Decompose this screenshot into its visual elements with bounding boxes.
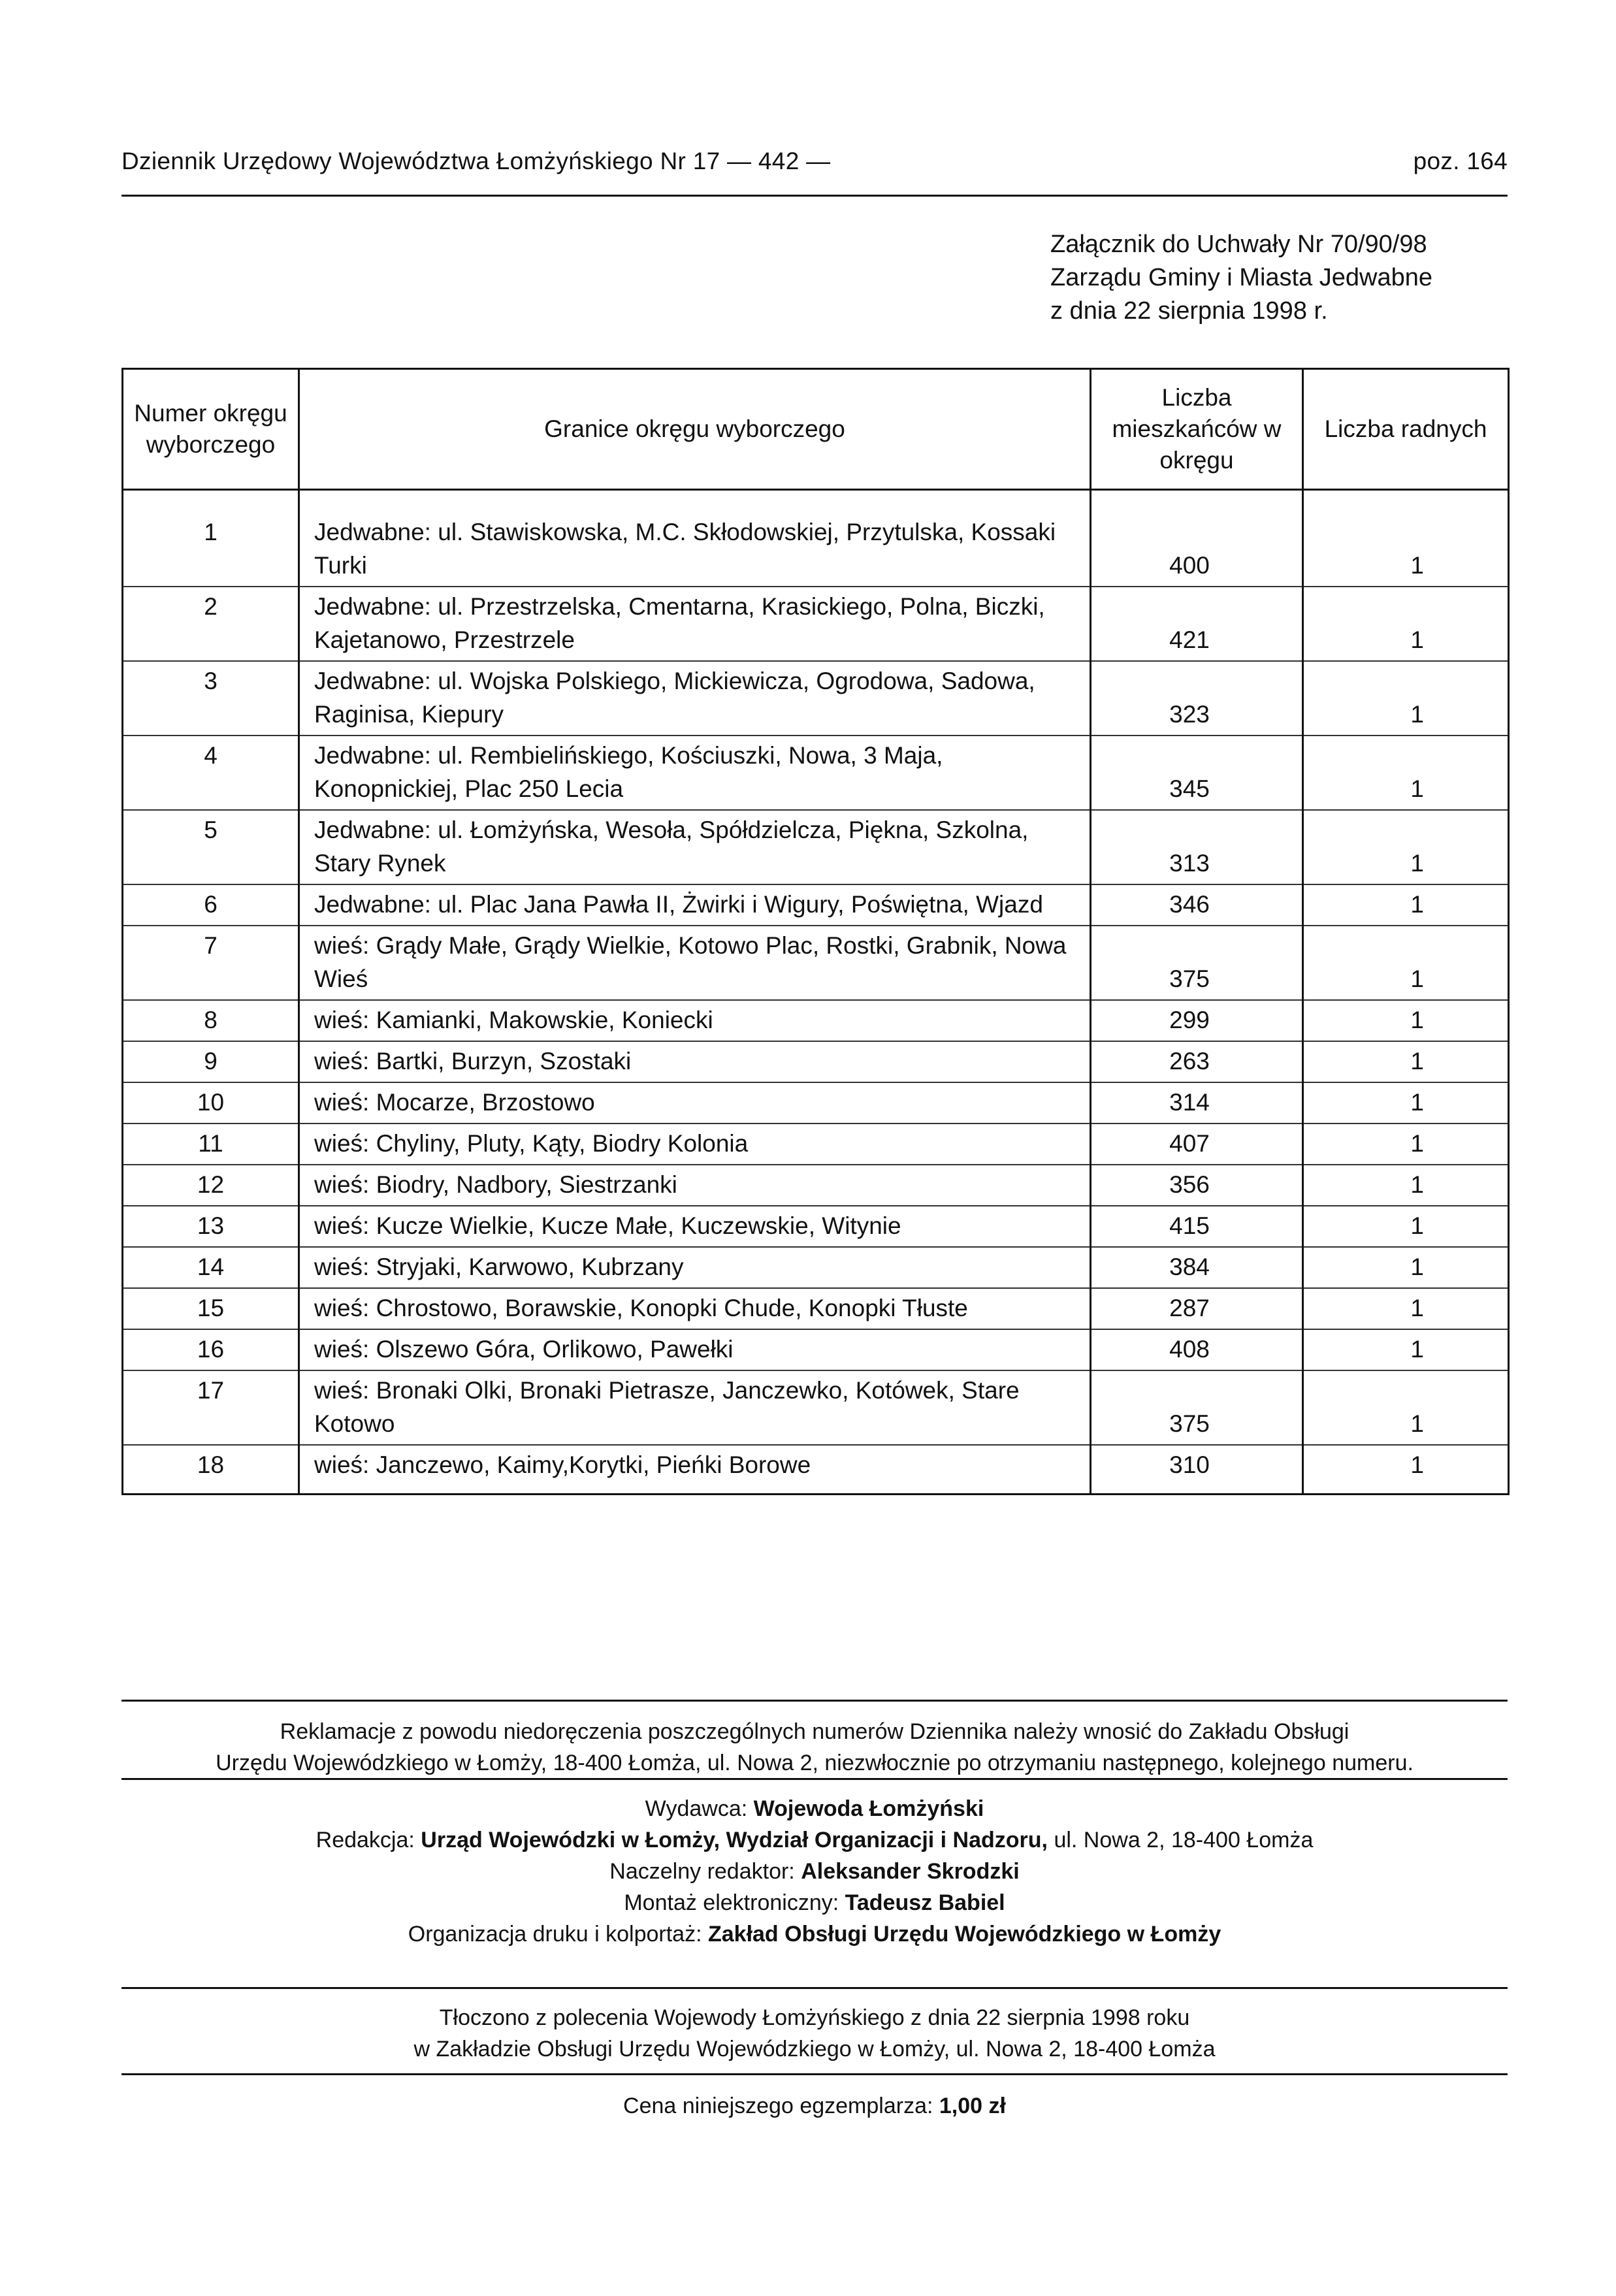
district-seats: 1 xyxy=(1303,490,1509,587)
district-population: 323 xyxy=(1091,661,1303,736)
district-population: 314 xyxy=(1091,1082,1303,1124)
district-number: 9 xyxy=(123,1041,299,1082)
district-number: 8 xyxy=(123,1000,299,1041)
table-row xyxy=(123,1165,1509,1206)
table-row xyxy=(123,1445,1509,1495)
editor-name: Aleksander Skrodzki xyxy=(801,1859,1020,1884)
editorial-office: Urząd Wojewódzki w Łomży, Wydział Organizacji i Nadzoru, xyxy=(421,1828,1048,1852)
district-bounds: wieś: Stryjaki, Karwowo, Kubrzany xyxy=(299,1247,1091,1288)
printed-line-2: w Zakładzie Obsługi Urzędu Wojewódzkiego w Łomży, ul. Nowa 2, 18-400 Łomża xyxy=(413,2037,1216,2062)
header-divider xyxy=(121,195,1508,197)
price-line: Cena niniejszego egzemplarza: 1,00 zł xyxy=(623,2094,1006,2118)
district-number: 6 xyxy=(123,884,299,926)
table-row xyxy=(123,1370,1509,1445)
footer-divider-3 xyxy=(121,1987,1508,1989)
district-bounds: Jedwabne: ul. Stawiskowska, M.C. Skłodowskiej, Przytulska, Kossaki Turki xyxy=(299,490,1091,587)
district-number: 16 xyxy=(123,1329,299,1370)
district-seats: 1 xyxy=(1303,884,1509,926)
district-bounds: Jedwabne: ul. Wojska Polskiego, Mickiewicza, Ogrodowa, Sadowa, Raginisa, Kiepury xyxy=(299,661,1091,736)
district-seats: 1 xyxy=(1303,1082,1509,1124)
district-seats: 1 xyxy=(1303,1247,1509,1288)
district-number: 10 xyxy=(123,1082,299,1124)
district-seats: 1 xyxy=(1303,1329,1509,1370)
table-header-row xyxy=(123,369,1509,490)
district-bounds: wieś: Chrostowo, Borawskie, Konopki Chude, Konopki Tłuste xyxy=(299,1288,1091,1329)
district-number: 3 xyxy=(123,661,299,736)
annex-note xyxy=(1050,228,1432,328)
printed-line-1: Tłoczono z polecenia Wojewody Łomżyńskiego z dnia 22 sierpnia 1998 roku xyxy=(439,2005,1190,2030)
editor-line: Naczelny redaktor: Aleksander Skrodzki xyxy=(609,1859,1020,1884)
district-seats: 1 xyxy=(1303,810,1509,884)
district-population: 346 xyxy=(1091,884,1303,926)
district-population: 313 xyxy=(1091,810,1303,884)
district-seats: 1 xyxy=(1303,1000,1509,1041)
district-number: 14 xyxy=(123,1247,299,1288)
layout-name: Tadeusz Babiel xyxy=(845,1890,1005,1915)
header-population: Liczba mieszkańców w okręgu xyxy=(1091,369,1303,490)
table-row xyxy=(123,1082,1509,1124)
price-value: 1,00 zł xyxy=(939,2094,1006,2118)
annex-line-2: Zarządu Gminy i Miasta Jedwabne xyxy=(1050,264,1433,291)
district-bounds: Jedwabne: ul. Łomżyńska, Wesoła, Spółdzielcza, Piękna, Szkolna, Stary Rynek xyxy=(299,810,1091,884)
district-seats: 1 xyxy=(1303,736,1509,810)
district-population: 345 xyxy=(1091,736,1303,810)
district-population: 415 xyxy=(1091,1206,1303,1247)
header-seats: Liczba radnych xyxy=(1303,369,1509,490)
district-population: 356 xyxy=(1091,1165,1303,1206)
table-body xyxy=(123,490,1509,1495)
district-bounds: wieś: Chyliny, Pluty, Kąty, Biodry Kolonia xyxy=(299,1124,1091,1165)
layout-line: Montaż elektroniczny: Tadeusz Babiel xyxy=(624,1890,1005,1915)
table-row xyxy=(123,1041,1509,1082)
header-district-bounds: Granice okręgu wyborczego xyxy=(299,369,1091,490)
table-row xyxy=(123,1124,1509,1165)
district-seats: 1 xyxy=(1303,1041,1509,1082)
districts-table xyxy=(121,368,1510,1495)
notice-line-1: Reklamacje z powodu niedoręczenia poszczególnych numerów Dziennika należy wnosić do Zakładu Obsługi xyxy=(280,1719,1349,1744)
district-number: 1 xyxy=(123,490,299,587)
complaints-notice xyxy=(121,1716,1508,1779)
district-number: 17 xyxy=(123,1370,299,1445)
district-number: 12 xyxy=(123,1165,299,1206)
district-seats: 1 xyxy=(1303,1165,1509,1206)
district-seats: 1 xyxy=(1303,1206,1509,1247)
district-bounds: wieś: Grądy Małe, Grądy Wielkie, Kotowo Plac, Rostki, Grabnik, Nowa Wieś xyxy=(299,926,1091,1000)
district-seats: 1 xyxy=(1303,926,1509,1000)
annex-line-3: z dnia 22 sierpnia 1998 r. xyxy=(1050,297,1328,325)
footer-divider-1 xyxy=(121,1700,1508,1702)
district-population: 408 xyxy=(1091,1329,1303,1370)
table-row xyxy=(123,926,1509,1000)
district-number: 5 xyxy=(123,810,299,884)
table-row xyxy=(123,1247,1509,1288)
district-bounds: Jedwabne: ul. Przestrzelska, Cmentarna, Krasickiego, Polna, Biczki, Kajetanowo, Przestrzele xyxy=(299,587,1091,661)
editorial-line: Redakcja: Urząd Wojewódzki w Łomży, Wydział Organizacji i Nadzoru, ul. Nowa 2, 18-400 Łomża xyxy=(315,1828,1314,1852)
district-seats: 1 xyxy=(1303,1370,1509,1445)
district-population: 421 xyxy=(1091,587,1303,661)
district-population: 299 xyxy=(1091,1000,1303,1041)
footer-divider-4 xyxy=(121,2073,1508,2075)
district-population: 375 xyxy=(1091,926,1303,1000)
header-district-number: Numer okręgu wyborczego xyxy=(123,369,299,490)
district-population: 287 xyxy=(1091,1288,1303,1329)
district-seats: 1 xyxy=(1303,1288,1509,1329)
table-row xyxy=(123,490,1509,587)
district-bounds: wieś: Kamianki, Makowskie, Koniecki xyxy=(299,1000,1091,1041)
district-bounds: wieś: Mocarze, Brzostowo xyxy=(299,1082,1091,1124)
printing-info xyxy=(121,2002,1508,2065)
district-seats: 1 xyxy=(1303,587,1509,661)
district-seats: 1 xyxy=(1303,1124,1509,1165)
district-number: 15 xyxy=(123,1288,299,1329)
district-population: 384 xyxy=(1091,1247,1303,1288)
table-row xyxy=(123,1206,1509,1247)
position-number: poz. 164 xyxy=(1413,148,1508,174)
district-seats: 1 xyxy=(1303,661,1509,736)
distribution-name: Zakład Obsługi Urzędu Wojewódzkiego w Łomży xyxy=(707,1922,1221,1947)
editorial-address: ul. Nowa 2, 18-400 Łomża xyxy=(1054,1828,1314,1852)
district-bounds: wieś: Olszewo Góra, Orlikowo, Pawełki xyxy=(299,1329,1091,1370)
district-population: 407 xyxy=(1091,1124,1303,1165)
table-row xyxy=(123,1329,1509,1370)
district-number: 2 xyxy=(123,587,299,661)
table-row xyxy=(123,884,1509,926)
district-bounds: wieś: Biodry, Nadbory, Siestrzanki xyxy=(299,1165,1091,1206)
table-row xyxy=(123,1000,1509,1041)
district-number: 4 xyxy=(123,736,299,810)
district-bounds: wieś: Bartki, Burzyn, Szostaki xyxy=(299,1041,1091,1082)
table-row xyxy=(123,736,1509,810)
district-population: 400 xyxy=(1091,490,1303,587)
district-population: 375 xyxy=(1091,1370,1303,1445)
footer-divider-2 xyxy=(121,1778,1508,1780)
table-row xyxy=(123,661,1509,736)
district-bounds: wieś: Kucze Wielkie, Kucze Małe, Kuczewskie, Witynie xyxy=(299,1206,1091,1247)
page-header xyxy=(121,148,1508,175)
publisher-name: Wojewoda Łomżyński xyxy=(753,1796,984,1821)
publisher-line: Wydawca: Wojewoda Łomżyński xyxy=(645,1796,984,1821)
district-number: 7 xyxy=(123,926,299,1000)
table-row xyxy=(123,587,1509,661)
district-bounds: wieś: Bronaki Olki, Bronaki Pietrasze, Janczewko, Kotówek, Stare Kotowo xyxy=(299,1370,1091,1445)
district-number: 11 xyxy=(123,1124,299,1165)
district-bounds: wieś: Janczewo, Kaimy,Korytki, Pieńki Borowe xyxy=(299,1445,1091,1495)
district-bounds: Jedwabne: ul. Rembielińskiego, Kościuszki, Nowa, 3 Maja, Konopnickiej, Plac 250 Lecia xyxy=(299,736,1091,810)
annex-line-1: Załącznik do Uchwały Nr 70/90/98 xyxy=(1050,231,1427,258)
table-row xyxy=(123,1288,1509,1329)
imprint xyxy=(121,1793,1508,1950)
district-seats: 1 xyxy=(1303,1445,1509,1495)
table-row xyxy=(123,810,1509,884)
district-population: 263 xyxy=(1091,1041,1303,1082)
district-number: 18 xyxy=(123,1445,299,1495)
notice-line-2: Urzędu Wojewódzkiego w Łomży, 18-400 Łomża, ul. Nowa 2, niezwłocznie po otrzymaniu następnego, kolejnego numeru. xyxy=(216,1751,1414,1775)
distribution-line: Organizacja druku i kolportaż: Zakład Obsługi Urzędu Wojewódzkiego w Łomży xyxy=(408,1922,1221,1947)
district-population: 310 xyxy=(1091,1445,1303,1495)
district-bounds: Jedwabne: ul. Plac Jana Pawła II, Żwirki i Wigury, Poświętna, Wjazd xyxy=(299,884,1091,926)
journal-title: Dziennik Urzędowy Województwa Łomżyńskiego Nr 17 — 442 — xyxy=(121,148,831,174)
district-number: 13 xyxy=(123,1206,299,1247)
